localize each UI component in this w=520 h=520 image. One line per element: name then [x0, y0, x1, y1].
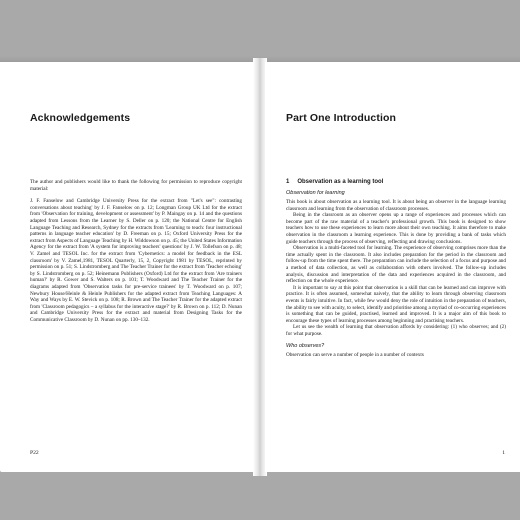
acknowledgements-intro: The author and publishers would like to thank the following for permission to reproduce copyright material: — [30, 179, 242, 192]
paragraph: Being in the classroom as an observer opens up a range of experiences and processes which can become part of the raw material of a teacher's professional growth. This book is designed to show teachers how to use these experiences to learn more about their own teaching. It aims therefore to make observation in the classroom a learning experience. This is done by providing a bank of tasks which guide teachers through the process of observing, reflecting and drawing conclusions. — [286, 212, 506, 245]
paragraph: Observation is a multi-faceted tool for learning. The experience of observing comprises more than the time actually spent in the classroom. It also includes preparation for the period in the classroom and follow-up from the time spent there. The preparation can include the selection of a focus and purpose and a method of data collection, as well as collaboration with others involved. The follow-up includes analysis, discussion and interpretation of the data and experiences acquired in the classroom, and reflection on the whole experience. — [286, 245, 506, 285]
who-observes-text — [286, 352, 506, 359]
right-page-number: 1 — [502, 450, 505, 456]
section-title — [286, 179, 506, 185]
subsection-observation-for-learning: Observation for learning — [286, 190, 345, 196]
paragraph: This book is about observation as a learning tool. It is about being an observer in the language learning classroom and learning from the observation of classroom processes. — [286, 199, 506, 212]
left-page — [0, 62, 255, 472]
paragraph: It is important to say at this point that observation is a skill that can be learned and can improve with practice. It is often assumed, somewhat naively, that the ability to learn through observing classroom events is fairly intuitive. In fact, while few would deny the role of intuition in the preparation of teachers, the ability to see with acuity, to select, identify and prioritise among a myriad of co-occurring experiences is something that can be guided, practised, learned and improved. It is a major aim of this book to encourage these types of learning processes among beginning and practising teachers. — [286, 284, 506, 324]
acknowledgements-text — [30, 179, 242, 323]
subsection-who-observes: Who observes? — [286, 343, 325, 350]
part-one-heading: Part One Introduction — [286, 112, 397, 124]
acknowledgements-heading: Acknowledgements — [30, 112, 131, 124]
right-page-content — [286, 179, 506, 359]
paragraph: Observation can serve a number of people in a number of contexts — [286, 352, 424, 359]
paragraph: Let us see the wealth of learning that observation affords by considering: (1) who observes; and (2) for what purpose. — [286, 324, 506, 337]
section-number: 1 — [286, 179, 290, 185]
section-title-text: Observation as a learning tool — [297, 179, 384, 185]
left-page-number: P22 — [30, 450, 39, 456]
acknowledgements-credits: J. F. Fanselow and Cambridge University Press for the extract from "Let's see": contrasting conversations about teaching' by J. F. Fanselow on p. 12; Longman Group UK Ltd for the extract from 'Observation for training, development or assessment' by P. Maingay on p. 14 and the questions adapted from Lessons from the Learner by S. Deller on p. 120; the National Centre for English Language Teaching and Research, Sydney for the extracts from 'Learning to teach: four instructional patterns in language teacher education' by D. Freeman on p. 15; Oxford University Press for the extract from Aspects of Language Teaching by H. Widdowson on p. 45; the United States Information Agency for the extract from 'A system for improving teachers' questions' by J. W. Tollefson on p. 48; V. Zamel and TESOL Inc. for the extract from 'Cybernetics: a model for feedback in the ESL classroom' by V. Zamel,1981, TESOL Quarterly, 15, 2, Copyright 1981 by TESOL, reprinted by permission on p. 51; S. Lindstromberg and The Teacher Trainer for the extract from 'Teacher echoing' by S. Lindstromberg on p. 52; Heinemann Publishers (Oxford) Ltd for the extract from 'Are trainers human?' by R. Gower and S. Walters on p. 101; T. Woodward and The Teacher Trainer for the diagrams adapted from 'Observation tasks for pre-service trainees' by T. Woodward on p. 107; Newbury House/Heinle & Heinle Publishers for the adapted extract from Teaching Languages: A Way and Ways by E. W. Stevick on p. 108; R. Brown and The Teacher Trainer for the adapted extract from 'Classroom pedagogics – a syllabus for the interactive stage?' by R. Brown on p. 112; D. Nunan and Cambridge University Press for the extract and material from Designing Tasks for the Communicative Classroom by D. Nunan on pp. 130–132. — [30, 198, 242, 323]
observation-for-learning-text — [286, 199, 506, 337]
right-page — [265, 62, 520, 472]
